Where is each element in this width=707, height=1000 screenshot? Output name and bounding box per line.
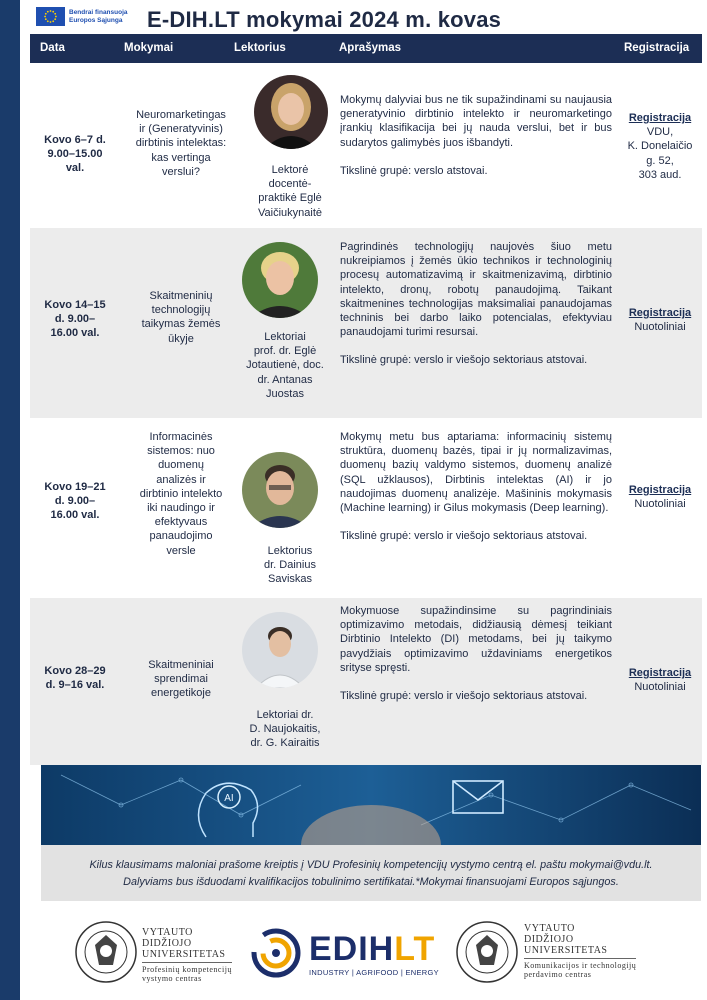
vdu-seal-icon [456,921,518,983]
vdu-seal-icon [75,921,137,983]
vdu-logo-text-1: VYTAUTO DIDŽIOJO UNIVERSITETAS Profesinių kompetencijų vystymo centras [142,927,232,983]
footer-logos [0,915,707,1000]
edih-emblem-icon [248,925,304,981]
col-description-header: Aprašymas [339,42,402,54]
row-description: Mokymų dalyviai bus ne tik supažindinami su naujausia generatyvinio dirbtinio intelekto ir neuromarketingo įrankių klasifikacija bei jų nauda verslui, bet ir bus sudarytos galimybės juos išbandyti. Tikslinė grupė: verslo atstovai. [340,94,612,177]
row-description: Mokymų metu bus aptariama: informacinių sistemų struktūra, duomenų bazės, tipai ir jų normalizavimas, duomenų bazių valdymo sistemos, duomenų analizė (SQL užklausos), Dirbtinis intelektas (AI) ir jo naudojimas duomenų analizėje. Mašininis mokymasis (Machine learning) ir Gilus mokymasis (Deep learning). Tikslinė grupė: verslo ir viešojo sektoriaus atstovai. [340,431,612,543]
row-date: Kovo 19–21 d. 9.00– 16.00 val. [44,481,106,522]
page-title: E-DIH.LT mokymai 2024 m. kovas [147,7,502,32]
ai-label: AI [224,793,234,804]
lecturer-photo [254,75,328,149]
contact-info-line: Kilus klausimams maloniai prašome kreiptis į VDU Profesinių kompetencijų vystymo centrą el. paštu mokymai@vdu.lt. [89,859,653,871]
lecturer-photo [242,612,318,688]
eu-text-line2: Europos Sąjunga [69,16,123,24]
table-row [30,420,702,595]
row-date: Kovo 6–7 d. 9.00–15.00 val. [44,134,106,175]
ai-banner-image [41,765,701,845]
table-row [30,598,702,765]
table-row [30,63,702,226]
col-registration-header: Registracija [624,42,690,54]
row-lecturer: Lektorė docentė- praktikė Eglė Vaičiukynaitė [258,164,322,219]
table-row [30,228,702,418]
edih-subtitle: INDUSTRY | AGRIFOOD | ENERGY [309,968,439,977]
col-lecturer-header: Lektorius [234,42,286,54]
registration-link[interactable]: Registracija [628,667,692,679]
certificate-info-line: Dalyviams bus išduodami kvalifikacijos tobulinimo sertifikatai.*Mokymai finansuojami Europos sąjungos. [123,876,619,888]
contact-info-box [41,845,701,901]
eu-flag-icon [36,7,65,26]
row-course: Informacinės sistemos: nuo duomenų analizės ir dirbtinio intelekto iki naudingo ir efektyvaus panaudojimo versle [139,431,223,557]
lecturer-photo [242,242,318,318]
registration-link[interactable]: Registracija [628,484,692,496]
row-registration: Registracija Nuotoliniai [620,483,700,511]
row-course: Skaitmeniniai sprendimai energetikoje [148,659,214,700]
lecturer-photo [242,452,318,528]
row-date: Kovo 14–15 d. 9.00– 16.00 val. [44,299,106,340]
eu-cofunded-logo [36,7,128,26]
row-date: Kovo 28–29 d. 9–16 val. [44,665,106,692]
left-accent-strip [0,0,20,1000]
table-header [30,34,702,63]
row-lecturer: Lektorius dr. Dainius Saviskas [264,545,316,586]
row-course: Skaitmeninių technologijų taikymas žemės ūkyje [141,290,221,345]
registration-link[interactable]: Registracija [628,307,692,319]
row-registration: Registracija Nuotoliniai [620,306,700,334]
row-lecturer: Lektoriai prof. dr. Eglė Jotautienė, doc. dr. Antanas Juostas [246,331,324,400]
eu-text-line1: Bendrai finansuoja [69,8,128,16]
edih-wordmark: EDIHLT [309,930,436,968]
row-registration: Registracija Nuotoliniai [620,666,700,694]
col-course-header: Mokymai [124,42,174,54]
vdu-logo-text-2: VYTAUTO DIDŽIOJO UNIVERSITETAS Komunikacijos ir technologijų perdavimo centras [524,923,637,979]
row-description: Pagrindinės technologijų naujovės šiuo metu nukreipiamos į žemės ūkio technikos ir technologinių procesų automatizavimą ir skaitmenizavimą, dirbtinio intelekto, dronų, robotų panaudojimą. Taikant skaitmenines technologijas maksimaliai panaudojamas techninis bei darbo laiko potencialas, efektyviau panaudojami turimi resursai. Tikslinė grupė: verslo ir viešojo sektoriaus atstovai. [340,241,612,367]
registration-link[interactable]: Registracija [628,112,692,124]
row-lecturer: Lektoriai dr. D. Naujokaitis, dr. G. Kairaitis [249,709,321,750]
col-date-header: Data [40,42,65,54]
row-registration: Registracija VDU, K. Donelaičio g. 52, 303 aud. [620,111,700,182]
eu-stars-icon [36,7,65,26]
row-course: Neuromarketingas ir (Generatyvinis) dirbtinis intelektas: kas vertinga verslui? [135,109,227,178]
row-description: Mokymuose supažindinsime su pagrindiniais optimizavimo metodais, didžiausią dėmesį teikiant Dirbtinio Intelekto (DI) metodams, bei jų taikymo pavydžiais optimizavimo uždaviniams energetikos srityse spręsti. Tikslinė grupė: verslo ir viešojo sektoriaus atstovai. [340,605,612,703]
